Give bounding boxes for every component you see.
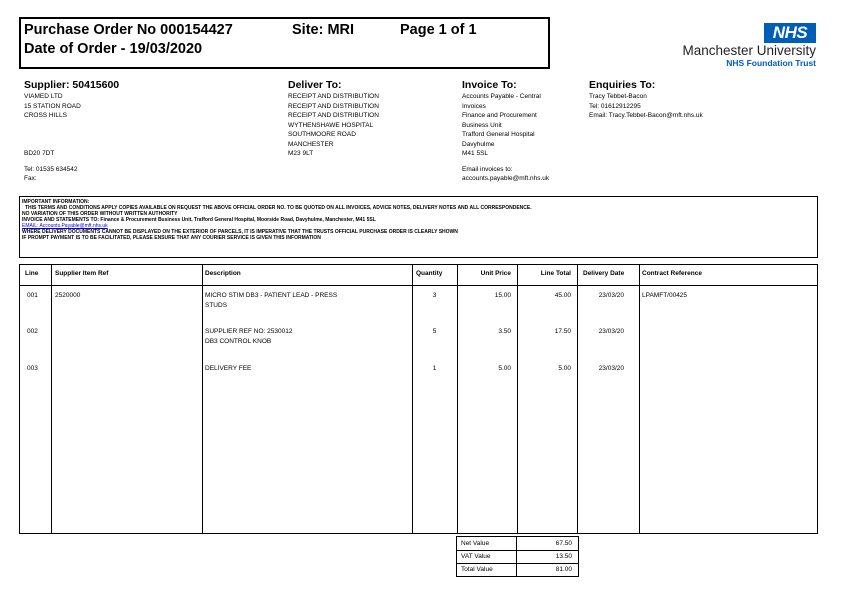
info-email-link[interactable]: EMAIL: Accounts.Payable@mft.nhs.uk [22, 223, 108, 229]
address-line: Trafford General Hospital [462, 131, 535, 138]
cell-quantity: 1 [432, 365, 437, 372]
net-value-row [457, 537, 578, 550]
organisation-trust: NHS Foundation Trust [726, 58, 816, 68]
organisation-name: Manchester University [682, 43, 816, 58]
header-divider [20, 285, 817, 286]
nhs-logo: NHS [764, 23, 816, 43]
cell-description: STUDS [205, 301, 228, 309]
cell-delivery-date: 23/03/20 [598, 292, 624, 299]
col-header-delivery-date: Delivery Date [583, 270, 625, 277]
cell-line: 001 [27, 292, 38, 299]
invoice-email-label: Email invoices to: [462, 166, 513, 173]
address-line: Business Unit [462, 121, 502, 129]
address-line: RECEIPT AND DISTRIBUTION [288, 102, 379, 110]
supplier-heading: Supplier: 50415600 [24, 79, 120, 91]
address-line: 15 STATION ROAD [24, 102, 81, 110]
cell-unit-price: 15.00 [494, 292, 511, 299]
supplier-address [24, 92, 81, 159]
info-heading: IMPORTANT INFORMATION: [22, 199, 90, 205]
col-header-ref: Supplier Item Ref [55, 270, 109, 277]
address-line: WYTHENSHAWE HOSPITAL [288, 121, 374, 129]
cell-quantity: 3 [432, 292, 437, 299]
contact-tel: Tel: 01612912295 [589, 102, 641, 110]
net-value-amount: 67.50 [555, 540, 572, 547]
info-line: NO VARIATION OF THIS ORDER WITHOUT WRITTEN AUTHORITY [22, 211, 178, 217]
page-indicator: Page 1 of 1 [400, 22, 477, 38]
col-header-contract: Contract Reference [642, 270, 702, 277]
supplier-tel: Tel: 01535 634542 [24, 166, 78, 173]
vat-value-label: VAT Value [461, 553, 491, 560]
vat-value-amount: 13.50 [555, 553, 572, 560]
address-line: VIAMED LTD [24, 93, 63, 100]
total-value-label: Total Value [461, 566, 493, 573]
cell-line: 003 [27, 365, 38, 372]
deliver-heading: Deliver To: [288, 79, 342, 91]
cell-unit-price: 3.50 [498, 328, 511, 335]
cell-line-total: 17.50 [554, 328, 571, 335]
address-line: MANCHESTER [288, 140, 334, 148]
col-header-description: Description [205, 270, 241, 277]
address-line: Davyhulme [462, 140, 495, 148]
address-line: M41 5SL [462, 150, 489, 157]
cell-line-total: 5.00 [558, 365, 571, 372]
total-value-row [457, 563, 578, 576]
enquiries-contact [589, 92, 703, 121]
address-line: BD20 7DT [24, 150, 55, 157]
address-line: RECEIPT AND DISTRIBUTION [288, 112, 379, 119]
address-line: RECEIPT AND DISTRIBUTION [288, 93, 379, 100]
deliver-address [288, 92, 379, 159]
invoice-email[interactable]: accounts.payable@mft.nhs.uk [462, 175, 550, 182]
cell-description: MICRO STIM DB3 - PATIENT LEAD - PRESS [205, 292, 338, 299]
info-line: WHERE DELIVERY DOCUMENTS CANNOT BE DISPLAYED ON THE EXTERIOR OF PARCELS, IT IS IMPERATIVE THAT THE TRUSTS OFFICIAL PURCHASE ORDER IS CLEARLY SHOWN [22, 229, 458, 235]
cell-quantity: 5 [432, 328, 437, 335]
col-header-unit-price: Unit Price [480, 270, 511, 277]
info-line: IF PROMPT PAYMENT IS TO BE FACILITATED, PLEASE ENSURE THAT ANY COURIER SERVICE IS GIVEN THIS INFORMATION [22, 235, 321, 241]
cell-description: SUPPLIER REF NO: 2530012 [205, 328, 293, 335]
address-line: CROSS HILLS [24, 112, 67, 119]
important-info-box [19, 196, 818, 258]
info-line: INVOICE AND STATEMENTS TO: Finance & Procurement Business Unit, Trafford General Hospital, Moorside Road, Davyhulme, Manchester, M41 5SL [22, 217, 376, 223]
cell-ref: 2520000 [55, 292, 81, 299]
total-value-amount: 81.00 [555, 566, 572, 573]
po-number: Purchase Order No 000154427 [24, 22, 233, 38]
site-label: Site: MRI [292, 22, 355, 38]
address-line: SOUTHMOORE ROAD [288, 131, 356, 138]
enquiries-heading: Enquiries To: [589, 79, 656, 91]
invoice-heading: Invoice To: [462, 79, 517, 91]
contact-name: Tracy Tebbet-Bacon [589, 93, 647, 100]
cell-line-total: 45.00 [554, 292, 571, 299]
vat-value-row [457, 550, 578, 563]
cell-delivery-date: 23/03/20 [598, 328, 624, 335]
cell-contract: LPAMFT/00425 [642, 292, 688, 299]
cell-unit-price: 5.00 [498, 365, 511, 372]
col-header-line-total: Line Total [540, 270, 571, 277]
cell-delivery-date: 23/03/20 [598, 365, 624, 372]
address-line: Accounts Payable - Central [462, 93, 541, 100]
contact-email[interactable]: Email: Tracy.Tebbet-Bacon@mft.nhs.uk [589, 112, 703, 119]
totals-box [456, 536, 579, 577]
cell-description: DB3 CONTROL KNOB [205, 338, 272, 345]
col-header-quantity: Quantity [416, 270, 443, 277]
supplier-fax: Fax: [24, 175, 37, 182]
address-line: Finance and Procurement [462, 112, 537, 119]
line-items-table [19, 264, 818, 534]
col-header-line: Line [25, 270, 39, 277]
net-value-label: Net Value [461, 540, 490, 547]
address-line: M23 9LT [288, 150, 314, 157]
cell-description: DELIVERY FEE [205, 365, 252, 372]
order-date: Date of Order - 19/03/2020 [24, 41, 203, 57]
info-line: THIS TERMS AND CONDITIONS APPLY COPIES AVAILABLE ON REQUEST THE ABOVE OFFICIAL ORDER NO. TO BE QUOTED ON ALL INVOICES, ADVICE NOTES, DELIVERY NOTES AND ALL CORRESPONDENCE. [25, 205, 532, 211]
cell-line: 002 [27, 328, 38, 335]
invoice-address [462, 92, 541, 159]
address-line: Invoices [462, 102, 486, 110]
